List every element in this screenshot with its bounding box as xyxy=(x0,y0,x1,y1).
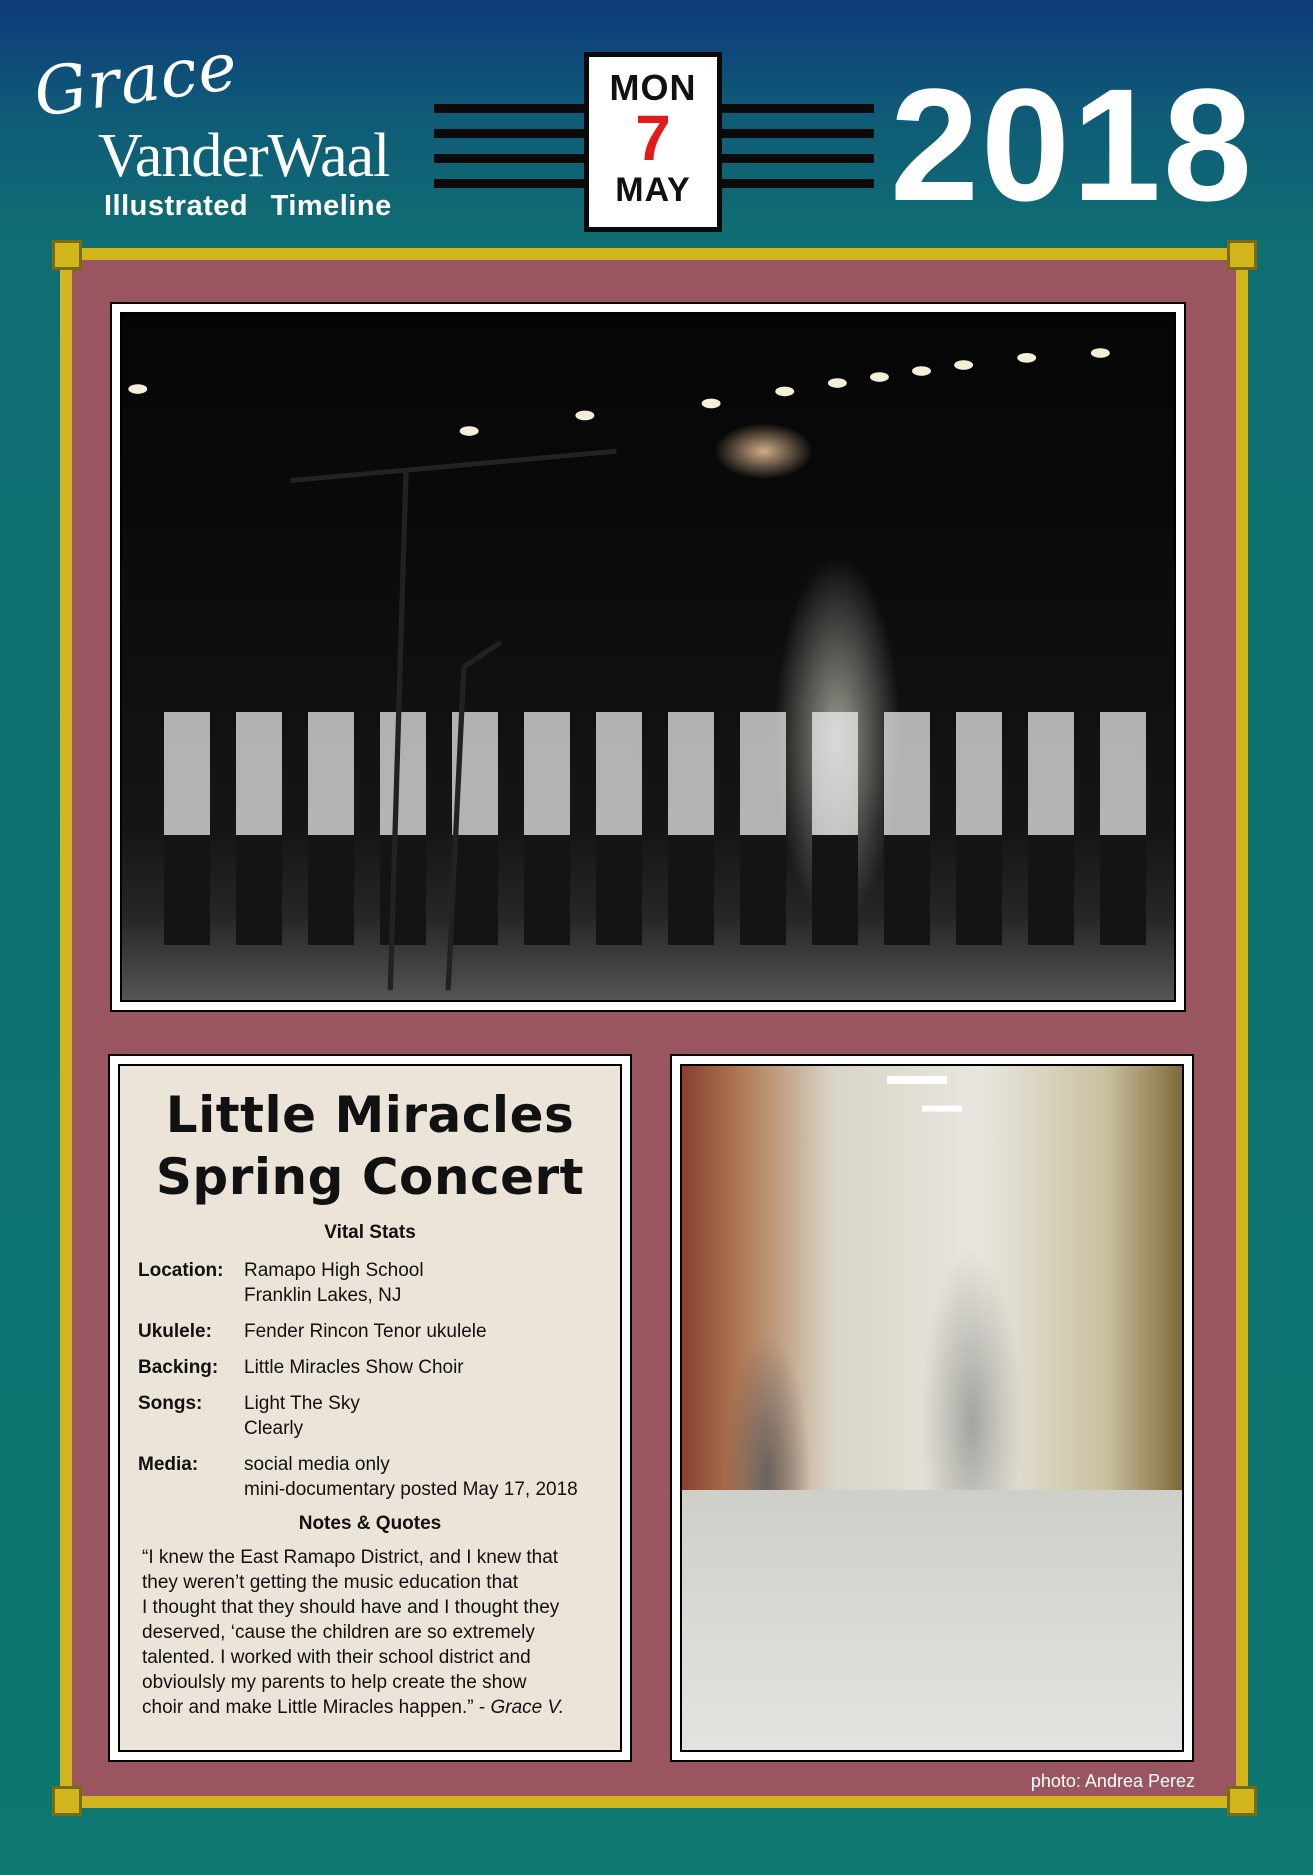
frame-corner xyxy=(1227,1786,1257,1816)
quote-signature: Grace V. xyxy=(490,1697,565,1718)
calendar-date xyxy=(584,52,722,232)
logo-subtitle: Illustrated Timeline xyxy=(104,190,392,222)
stat-label: Media: xyxy=(138,1454,199,1475)
hallway-photo xyxy=(680,1064,1184,1752)
stat-songs xyxy=(138,1391,620,1441)
notes-heading: Notes & Quotes xyxy=(298,1513,442,1534)
frame-corner xyxy=(1227,240,1257,270)
quote-line: they weren’t getting the music education that xyxy=(142,1572,519,1593)
stat-value: Clearly xyxy=(244,1418,304,1439)
photo-credit: photo: Andrea Perez xyxy=(1030,1771,1195,1791)
quote-line: “I knew the East Ramapo District, and I knew that xyxy=(142,1547,559,1568)
logo xyxy=(29,27,440,235)
calendar-day: 7 xyxy=(635,102,671,174)
quote-line: deserved, ‘cause the children are so extremely xyxy=(142,1622,535,1643)
stat-label: Backing: xyxy=(138,1357,219,1378)
frame-corner xyxy=(52,240,82,270)
stat-backing xyxy=(138,1355,620,1380)
quote-line: talented. I worked with their school district and xyxy=(142,1647,531,1668)
logo-first-name: Grace xyxy=(29,27,243,132)
hallway-photo-frame xyxy=(670,1054,1194,1762)
stat-value: Little Miracles Show Choir xyxy=(244,1357,464,1378)
event-title xyxy=(120,1084,620,1208)
quote-line: obvioulsly my parents to help create the show xyxy=(142,1672,527,1693)
quote-line: choir and make Little Miracles happen.” - xyxy=(142,1697,491,1718)
stat-label: Ukulele: xyxy=(138,1321,212,1342)
event-title-line-1: Little Miracles xyxy=(165,1086,575,1144)
stat-label: Songs: xyxy=(138,1393,203,1414)
event-title-line-2: Spring Concert xyxy=(155,1148,585,1206)
ceiling-lights xyxy=(682,1066,1182,1750)
stat-label: Location: xyxy=(138,1260,224,1281)
vital-stats-card xyxy=(108,1054,632,1762)
stat-value: Fender Rincon Tenor ukulele xyxy=(244,1321,487,1342)
stage-photo-frame xyxy=(110,302,1186,1012)
quote-line: I thought that they should have and I thought they xyxy=(142,1597,560,1618)
stat-value: mini-documentary posted May 17, 2018 xyxy=(244,1479,578,1500)
year-heading: 2018 xyxy=(890,55,1254,234)
quote-text xyxy=(142,1545,602,1720)
calendar-weekday: MON xyxy=(609,67,697,108)
stat-media xyxy=(138,1452,620,1502)
stat-value: Franklin Lakes, NJ xyxy=(244,1285,402,1306)
stats-list xyxy=(138,1258,620,1502)
stat-value: social media only xyxy=(244,1454,390,1475)
stage-photo xyxy=(120,312,1176,1002)
stat-value: Ramapo High School xyxy=(244,1260,424,1281)
calendar-month: MAY xyxy=(615,171,691,209)
microphone-stands xyxy=(122,314,1174,1000)
logo-last-name: VanderWaal xyxy=(98,122,390,190)
stat-ukulele xyxy=(138,1319,620,1344)
frame-corner xyxy=(52,1786,82,1816)
vital-stats-heading: Vital Stats xyxy=(324,1222,416,1243)
stat-value: Light The Sky xyxy=(244,1393,360,1414)
stat-location xyxy=(138,1258,620,1308)
